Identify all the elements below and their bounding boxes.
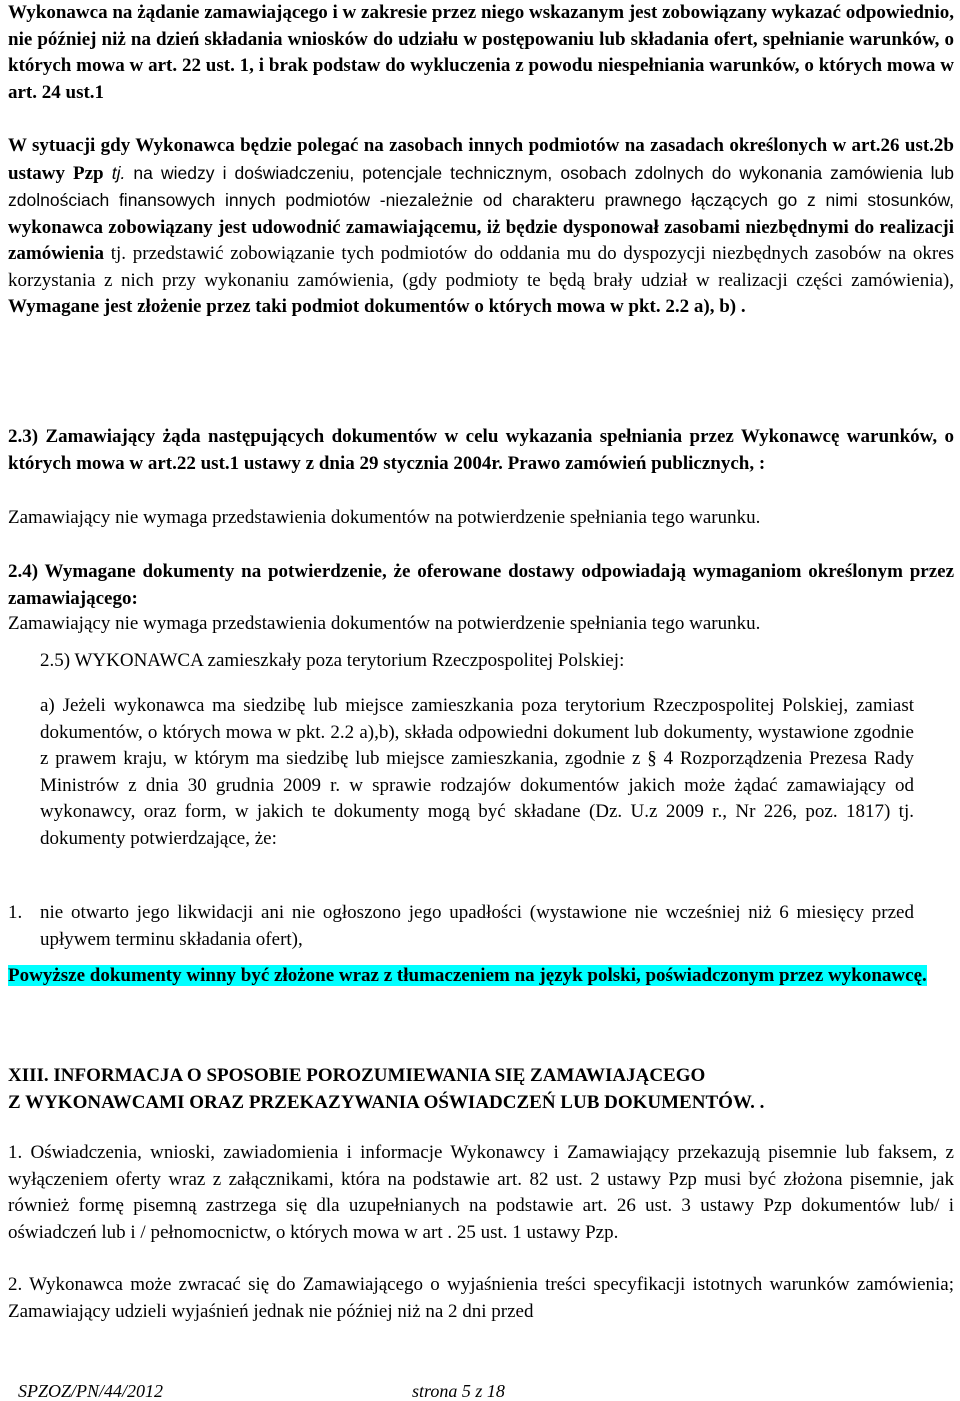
third-party-normal: na wiedzy i doświadczeniu, potencjale technicznym, osobach zdolnych do wykonania zamówienia lub zdolnościach finansowych innych podmiotów -niezależnie od charakteru prawnego łączących go z nimi stosunków, — [8, 162, 954, 210]
footer-page-number: strona 5 z 18 — [412, 1381, 505, 1401]
section-xiii-heading-line2: Z WYKONAWCAMI ORAZ PRZEKAZYWANIA OŚWIADCZEŃ LUB DOKUMENTÓW. . — [8, 1092, 765, 1113]
third-party-lead: W sytuacji gdy Wykonawca będzie polegać na zasobach innych podmiotów na zasadach określonych w art.26 ust.2b ustawy Pzp — [8, 135, 954, 184]
paragraph-requirements — [8, 0, 954, 106]
section-xiii-heading-line1: XIII. INFORMACJA O SPOSOBIE POROZUMIEWANIA SIĘ ZAMAWIAJĄCEGO — [8, 1065, 706, 1086]
requirements-text: Wykonawca na żądanie zamawiającego i w zakresie przez niego wskazanym jest zobowiązany wykazać odpowiednio, nie później niż na dzień składania wniosków do udziału w postępowaniu lub składania ofert, spełnianie warunków, o których mowa w art. 22 ust. 1, i brak podstaw do wykluczenia z powodu niespełniania warunków, o których mowa w art. 24 ust.1 — [8, 2, 954, 103]
list-item-number: 1. — [8, 902, 23, 923]
tj-abbrev: tj. — [103, 162, 126, 183]
section-2-4-heading: 2.4) Wymagane dokumenty na potwierdzenie, że oferowane dostawy odpowiadają wymaganiom określonym przez zamawiającego: — [8, 561, 954, 609]
section-2-4-text: Zamawiający nie wymaga przedstawienia dokumentów na potwierdzenie spełniania tego warunku. — [8, 613, 761, 634]
third-party-obligation: wykonawca zobowiązany jest udowodnić zamawiającemu, iż będzie dysponował zasobami niezbędnymi do realizacji zamówienia — [8, 216, 954, 264]
translation-requirement-highlight: Powyższe dokumenty winny być złożone wraz z tłumaczeniem na język polski, poświadczonym przez wykonawcę. — [8, 965, 927, 986]
third-party-tail: tj. przedstawić zobowiązanie tych podmiotów do oddania mu do dyspozycji niezbędnych zasobów na okres korzystania z nich przy wykonaniu zamówienia, (gdy podmioty te będą brały udział w realizacji części zamówienia), — [8, 243, 954, 291]
section-2-3-heading: 2.3) Zamawiający żąda następujących dokumentów w celu wykazania spełniania przez Wykonawcę warunków, o których mowa w art.22 ust.1 ustawy z dnia 29 stycznia 2004r. Prawo zamówień publicznych, : — [8, 426, 954, 474]
list-item-text: nie otwarto jego likwidacji ani nie ogłoszono jego upadłości (wystawione nie wcześniej niż 6 miesięcy przed upływem terminu składania ofert), — [40, 902, 914, 950]
third-party-end: Wymagane jest złożenie przez taki podmiot dokumentów o których mowa w pkt. 2.2 a), b) . — [8, 296, 746, 317]
section-2-5-point-a: a) Jeżeli wykonawca ma siedzibę lub miejsce zamieszkania poza terytorium Rzeczpospolitej Polskiej, zamiast dokumentów, o których mowa w pkt. 2.2 a),b), składa odpowiedni dokument lub dokumenty, wystawione zgodnie z prawem kraju, w którym ma siedzibę lub miejsce zamieszkania, zgodnie z § 4 Rozporządzenia Prezesa Rady Ministrów z dnia 30 grudnia 2009 r. w sprawie rodzajów dokumentów jakich może żądać zamawiający od wykonawcy, oraz form, w jakich te dokumenty mogą być składane (Dz. U.z 2009 r., Nr 226, poz. 1817) tj. dokumenty potwierdzające, że: — [40, 695, 914, 849]
section-2-3-text: Zamawiający nie wymaga przedstawienia dokumentów na potwierdzenie spełniania tego warunku. — [8, 507, 761, 528]
footer-document-ref: SPZOZ/PN/44/2012 — [18, 1381, 164, 1401]
paragraph-third-party-resources — [8, 133, 954, 321]
section-xiii-point-1: 1. Oświadczenia, wnioski, zawiadomienia i informacje Wykonawcy i Zamawiający przekazują pisemnie lub faksem, z wyłączeniem oferty wraz z załącznikami, która na podstawie art. 82 ust. 2 ustawy Pzp musi być złożona pisemnie, jak również formę pisemną zastrzega się dla uzupełnianych na podstawie art. 26 ust. 3 ustawy Pzp dokumentów lub/ i oświadczeń lub i / pełnomocnictw, o których mowa w art . 25 ust. 1 ustawy Pzp. — [8, 1142, 954, 1243]
section-2-5-title: 2.5) WYKONAWCA zamieszkały poza terytorium Rzeczpospolitej Polskiej: — [40, 650, 625, 671]
section-xiii-point-2: 2. Wykonawca może zwracać się do Zamawiającego o wyjaśnienia treści specyfikacji istotnych warunków zamówienia; Zamawiający udzieli wyjaśnień jednak nie później niż na 2 dni przed — [8, 1274, 954, 1322]
